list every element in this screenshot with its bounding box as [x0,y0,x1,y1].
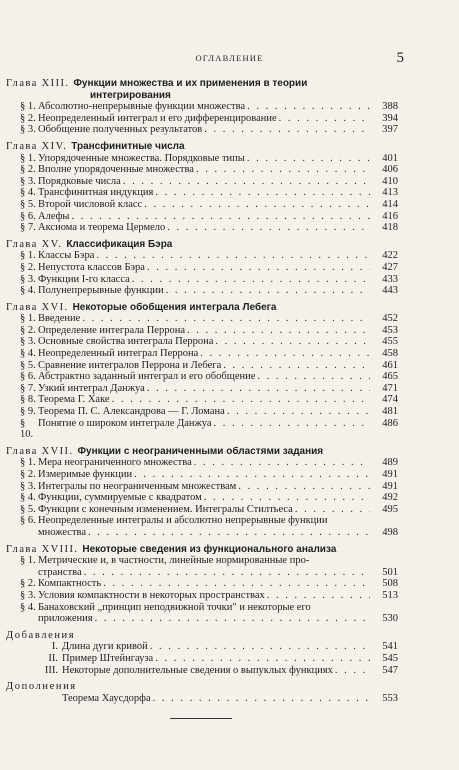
section-number: § 1. [20,313,36,325]
section-number: § 3. [20,273,36,285]
chapter-number: Глава XVI. [6,301,69,313]
chapter-title: Некоторые сведения из функционального анализа [82,543,337,555]
toc-entry[interactable] [6,199,398,211]
leader-dots [147,383,370,395]
entry-page: 455 [382,336,398,348]
toc-entry[interactable] [6,336,398,348]
appendix-number: II. [48,652,58,664]
section-number: § 3. [20,124,36,136]
chapter-number: Глава XVIII. [6,543,79,555]
leader-dots [134,469,370,481]
closing-rule [170,718,232,719]
section-number: § 5. [20,198,36,210]
entry-page: 513 [382,589,398,601]
entry-page: 422 [382,250,398,262]
supplements-section [6,681,398,704]
leader-dots [267,590,370,602]
section-number: § 8. [20,394,36,406]
page-number: 5 [396,50,404,66]
section-number: § 4. [20,285,36,297]
section-number: § 5. [20,359,36,371]
chapter-number: Глава XIII. [6,78,70,89]
section-number: § 2. [20,324,36,336]
section-number: § 7. [20,222,36,234]
section-number: § 3. [20,480,36,492]
toc-entry[interactable] [6,325,398,337]
entry-title: Теорема П. С. Александрова — Г. Ломана [38,406,225,418]
entry-page: 545 [382,652,398,664]
section-number: § 1. [20,250,36,262]
entry-title: Основные свойства интеграла Перрона [38,336,214,348]
toc-entry[interactable] [6,492,398,504]
section-number: § 10. [20,417,34,441]
toc-entry[interactable] [6,187,398,199]
toc-entry[interactable] [6,457,398,469]
chapter-title: Функции множества и их применения в теории [73,78,308,89]
entry-page: 406 [382,164,398,176]
entry-title: Неопределенный интеграл и его дифференцирование [38,112,277,124]
leader-dots [214,418,370,430]
entry-title: Некоторые дополнительные сведения о выпуклых функциях [62,664,333,676]
toc-entry[interactable] [6,602,398,614]
additions-heading: Добавления [6,629,76,641]
leader-dots [247,153,370,165]
entry-page: 453 [382,324,398,336]
entry-title: Теорема Г. Хаке [38,394,110,406]
leader-dots [227,406,370,418]
entry-title: Теорема Хаусдорфа [62,692,151,704]
entry-title: Неопределенные интегралы и абсолютно непрерывные функции [38,515,328,527]
chapter-heading [6,302,398,314]
toc-entry[interactable] [6,641,398,653]
leader-dots [204,124,370,136]
entry-title: Сравнение интегралов Перрона и Лебега [38,359,222,371]
entry-title: Непустота классов Бэра [38,261,145,273]
entry-page: 474 [382,394,398,406]
leader-dots [247,101,370,113]
toc-entry[interactable] [6,590,398,602]
section-number: § 2. [20,578,36,590]
leader-dots [96,250,370,262]
toc-entry[interactable] [6,153,398,165]
entry-page: 491 [382,480,398,492]
leader-dots [187,325,370,337]
entry-page: 491 [382,469,398,480]
chapter [6,544,398,625]
entry-title: Функции с конечным изменением. Интегралы Стилтьеса [38,503,293,515]
toc-entry[interactable] [6,113,398,125]
entry-page: 471 [382,382,398,394]
chapter-number: Глава XV. [6,238,63,250]
toc-entry[interactable] [6,211,398,223]
entry-title: Длина дуги кривой [62,641,148,653]
toc-entry[interactable] [6,274,398,286]
leader-dots [147,262,370,274]
leader-dots [123,176,370,188]
entry-title: Определение интеграла Перрона [38,324,185,336]
toc-entry[interactable] [6,481,398,493]
entry-page: 508 [382,578,398,590]
entry-page: 397 [382,124,398,136]
toc-entry[interactable] [6,406,398,418]
toc-entry[interactable] [6,578,398,590]
section-number: § 4. [20,601,36,613]
chapter-heading [6,544,398,556]
leader-dots [279,113,370,125]
section-number: § 3. [20,175,36,187]
entry-page: 394 [382,112,398,124]
entry-page: 452 [382,313,398,325]
entry-title-continued: приложения [38,613,93,625]
appendix-number: III. [44,664,58,676]
leader-dots [166,285,370,297]
chapter-title: Функции с неограниченными областями задания [77,445,324,457]
entry-page: 481 [382,406,398,418]
leader-dots [132,274,370,286]
section-number: § 2. [20,112,36,124]
toc-entry[interactable] [6,371,398,383]
toc-entry[interactable] [6,222,398,234]
section-number: § 3. [20,336,36,348]
toc-entry[interactable] [6,418,398,441]
chapter [6,446,398,539]
chapter-heading [6,78,398,90]
entry-page: 401 [382,152,398,164]
leader-dots [82,313,370,325]
chapter-heading [6,141,398,153]
chapter [6,141,398,234]
chapter [6,302,398,441]
entry-title: Порядковые числа [38,175,121,187]
entry-page: 495 [382,503,398,515]
running-header: ОГЛАВЛЕНИЕ [195,53,264,63]
section-number: § 7. [20,382,36,394]
leader-dots [144,199,370,211]
leader-dots [150,641,370,653]
chapter-title: Трансфинитные числа [71,140,185,152]
entry-title: Трансфинитная индукция [38,187,154,199]
section-number: § 1. [20,101,36,113]
section-number: § 4. [20,187,36,199]
entry-title: Аксиома и теорема Цермело [38,222,166,234]
leader-dots [194,457,370,469]
toc-entry[interactable] [6,176,398,188]
leader-dots [167,222,370,234]
entry-title: Второй числовой класс [38,198,143,210]
entry-title: Вполне упорядоченные множества [38,164,194,176]
entry-title: Понятие о широком интеграле Данжуа [38,417,212,429]
toc-entry-continued [6,567,398,579]
toc-entry[interactable] [6,262,398,274]
toc-entry[interactable] [6,515,398,527]
chapter-number: Глава XVII. [6,445,74,457]
toc-entry[interactable] [6,555,398,567]
entry-title-continued: множества [38,526,87,538]
entry-page: 465 [382,371,398,383]
section-number: § 2. [20,469,36,480]
entry-page: 413 [382,187,398,199]
entry-page: 427 [382,261,398,273]
toc-entry[interactable] [6,469,398,481]
entry-page: 501 [382,566,398,578]
leader-dots [155,653,370,665]
entry-title: Введение [38,313,81,325]
entry-page: 486 [382,417,398,429]
entry-page: 541 [382,641,398,653]
chapter [6,78,398,136]
entry-page: 547 [382,664,398,676]
toc-entry[interactable] [6,383,398,395]
entry-title: Компактность [38,578,102,590]
toc-entry[interactable] [6,360,398,372]
entry-title: Условия компактности в некоторых пространствах [38,589,265,601]
appendix-number: I. [51,641,58,653]
leader-dots [257,371,370,383]
leader-dots [95,613,370,625]
toc-entry[interactable] [6,313,398,325]
section-number: § 6. [20,371,36,383]
chapter-title: Классификация Бэра [66,238,173,250]
chapter-title: Некоторые обобщения интеграла Лебега [72,301,277,313]
entry-title: Интегралы по неограниченным множествам [38,480,237,492]
section-number: § 4. [20,348,36,360]
toc-entry[interactable] [6,394,398,406]
additions-section [6,630,398,676]
chapter-number: Глава XIV. [6,140,68,152]
table-of-contents [6,78,398,709]
entry-title: Узкий интеграл Данжуа [38,382,145,394]
leader-dots [153,693,370,705]
section-number: § 2. [20,164,36,176]
entry-page: 443 [382,285,398,297]
section-number: § 3. [20,589,36,601]
leader-dots [200,348,370,360]
leader-dots [112,394,370,406]
toc-entry[interactable] [6,653,398,665]
toc-entry-continued [6,613,398,625]
toc-entry[interactable] [6,250,398,262]
leader-dots [204,492,370,504]
leader-dots [71,211,370,223]
leader-dots [84,567,370,579]
leader-dots [196,164,370,176]
entry-page: 498 [382,526,398,538]
entry-title: Метрические и, в частности, линейные нормированные про- [38,555,310,567]
entry-title: Банаховский „принцип неподвижной точки" и некоторые его [38,601,311,613]
section-number: § 6. [20,515,36,527]
section-number: § 2. [20,261,36,273]
toc-entry[interactable] [6,124,398,136]
entry-page: 416 [382,210,398,222]
entry-title: Обобщение полученных результатов [38,124,203,136]
entry-page: 530 [382,613,398,625]
entry-title: Абсолютно-непрерывные функции множества [38,101,246,113]
entry-page: 489 [382,457,398,469]
entry-page: 388 [382,101,398,113]
entry-page: 461 [382,359,398,371]
section-number: § 6. [20,210,36,222]
leader-dots [238,481,370,493]
toc-entry-continued [6,527,398,539]
entry-page: 410 [382,175,398,187]
chapter-title-continued: интегрирования [90,89,171,101]
leader-dots [215,336,370,348]
supplements-heading: Дополнения [6,681,77,693]
entry-page: 418 [382,222,398,234]
toc-entry[interactable] [6,348,398,360]
leader-dots [103,578,370,590]
toc-entry[interactable] [6,164,398,176]
entry-title-continued: странства [38,566,82,578]
entry-title: Пример Штейнгауза [62,652,154,664]
leader-dots [155,187,370,199]
section-number: § 4. [20,492,36,504]
toc-entry[interactable] [6,285,398,297]
leader-dots [335,665,370,677]
section-number: § 1. [20,457,36,469]
chapter [6,239,398,297]
entry-title: Алефы [38,210,70,222]
entry-title: Функции, суммируемые с квадратом [38,492,202,504]
entry-page: 492 [382,492,398,504]
entry-title: Неопределенный интеграл Перрона [38,348,199,360]
section-number: § 5. [20,503,36,515]
section-number: § 1. [20,152,36,164]
chapter-heading [6,446,398,458]
chapter-heading [6,239,398,251]
section-number: § 1. [20,555,36,567]
entry-title: Измеримые функции [38,469,133,480]
entry-page: 458 [382,348,398,360]
entry-title: Полунепрерывные функции [38,285,164,297]
toc-entry[interactable] [6,504,398,516]
leader-dots [88,527,370,539]
entry-title: Мера неограниченного множества [38,457,192,469]
entry-title: Абстрактно заданный интеграл и его обобщение [38,371,256,383]
entry-page: 433 [382,273,398,285]
toc-entry[interactable] [6,101,398,113]
entry-title: Упорядоченные множества. Порядковые типы [38,152,245,164]
leader-dots [223,360,370,372]
leader-dots [295,504,370,516]
toc-entry[interactable] [6,665,398,677]
section-number: § 9. [20,406,36,418]
entry-title: Классы Бэра [38,250,95,262]
toc-entry[interactable] [6,693,398,705]
entry-title: Функции I-го класса [38,273,130,285]
entry-page: 553 [382,692,398,704]
entry-page: 414 [382,198,398,210]
